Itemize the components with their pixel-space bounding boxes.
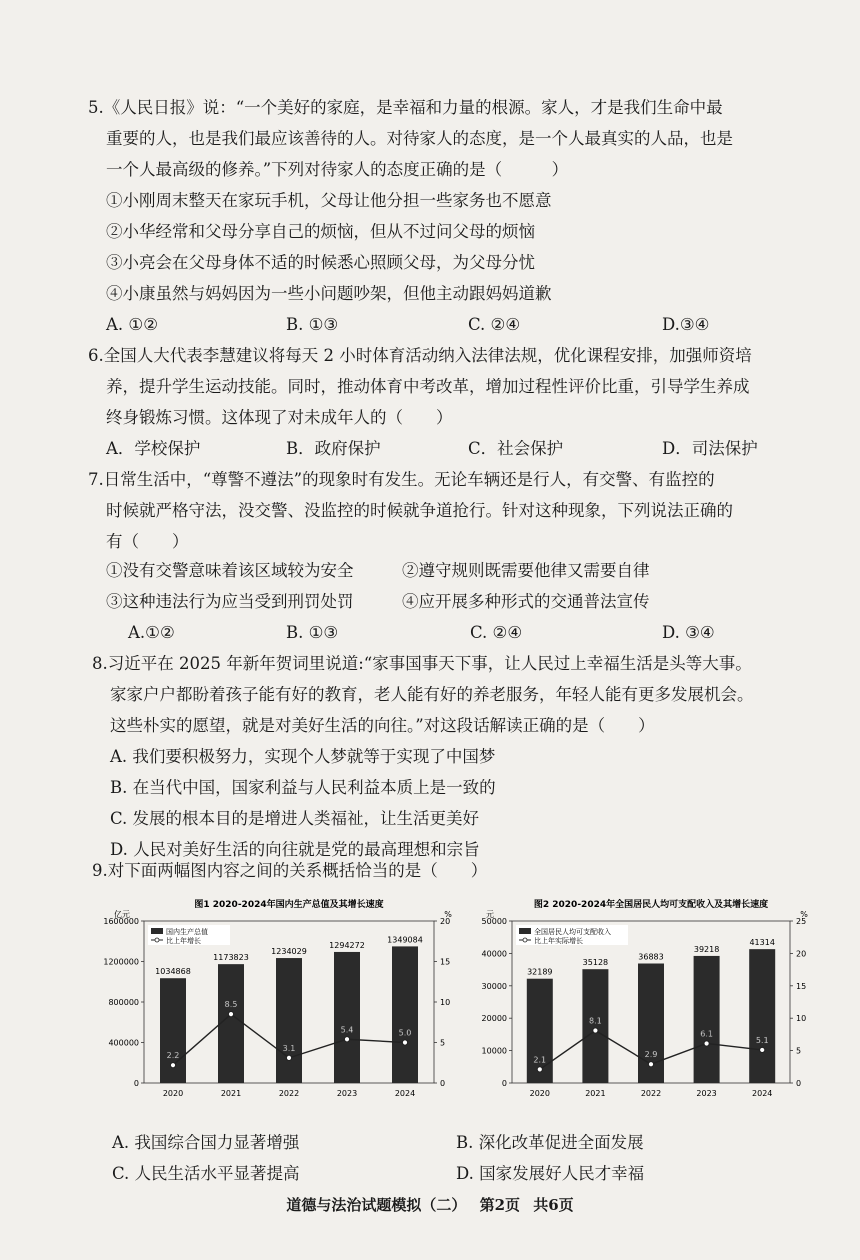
growth-value-label: 6.1 [700, 1029, 713, 1039]
bar [582, 969, 608, 1083]
right-tick-label: 15 [440, 957, 451, 967]
chart-gdp [92, 893, 472, 1118]
x-tick-label: 2023 [696, 1089, 717, 1098]
question-5-option-b[interactable]: B. ①③ [286, 315, 339, 334]
question-7-item-4: ④应开展多种形式的交通普法宣传 [402, 592, 650, 611]
legend-line-label: 比上年增长 [166, 937, 201, 945]
right-tick-label: 25 [796, 917, 807, 926]
question-6-line-2: 养，提升学生运动技能。同时，推动体育中考改革，增加过程性评价比重，引导学生养成 [106, 377, 750, 396]
growth-point [593, 1028, 598, 1033]
footer-total-pages: 共6页 [533, 1196, 574, 1214]
bar-value-label: 32189 [527, 967, 553, 977]
growth-value-label: 5.1 [755, 1035, 769, 1045]
bar-value-label: 1234029 [271, 947, 307, 957]
legend-line-label: 比上年实际增长 [534, 937, 583, 945]
x-tick-label: 2023 [336, 1089, 358, 1098]
right-tick-label: 0 [440, 1079, 446, 1088]
bar [749, 949, 775, 1083]
bar [218, 964, 244, 1083]
question-7-option-c[interactable]: C. ②④ [470, 623, 523, 642]
question-7-item-1: ①没有交警意味着该区域较为安全 [106, 561, 354, 580]
footer-title: 道德与法治试题模拟（二） [286, 1196, 467, 1214]
left-tick-label: 30000 [481, 981, 507, 991]
question-8-option-a[interactable]: A. 我们要积极努力，实现个人梦就等于实现了中国梦 [110, 747, 496, 766]
question-5-option-a[interactable]: A. ①② [106, 315, 158, 334]
question-7-option-a[interactable]: A.①② [128, 623, 175, 642]
x-tick-label: 2020 [529, 1089, 550, 1098]
right-axis-unit: % [444, 910, 452, 919]
question-5-line-1: 5.《人民日报》说：“一个美好的家庭，是幸福和力量的根源。家人，才是我们生命中最 [88, 98, 723, 117]
question-8-line-2: 家家户户都盼着孩子能有好的教育，老人能有好的养老服务，年轻人能有更多发展机会。 [110, 685, 754, 704]
right-tick-label: 10 [796, 1014, 807, 1024]
question-8-line-1: 8.习近平在 2025 年新年贺词里说道:“家事国事天下事，让人民过上幸福生活是头等大事。 [92, 654, 752, 673]
bar-value-label: 36883 [638, 952, 664, 962]
x-tick-label: 2024 [752, 1089, 773, 1098]
legend-bar-swatch [151, 928, 163, 934]
footer-page-number: 第2页 [479, 1196, 520, 1214]
growth-point [648, 1062, 653, 1067]
bar [276, 958, 302, 1083]
chart-gdp-svg [92, 893, 472, 1118]
question-5-option-d[interactable]: D.③④ [662, 315, 710, 334]
left-tick-label: 800000 [108, 998, 139, 1007]
question-8-option-c[interactable]: C. 发展的根本目的是增进人类福祉，让生活更美好 [110, 809, 480, 828]
question-8 [92, 648, 832, 865]
right-tick-label: 20 [796, 949, 807, 959]
bar-value-label: 1349084 [387, 935, 423, 945]
legend-bar-label: 国内生产总值 [166, 928, 208, 936]
bar [392, 946, 418, 1083]
left-tick-label: 1600000 [103, 917, 139, 926]
question-5-item-1: ①小刚周末整天在家玩手机，父母让他分担一些家务也不愿意 [106, 191, 552, 210]
chart-title: 图1 2020-2024年国内生产总值及其增长速度 [194, 900, 384, 910]
growth-value-label: 5.0 [398, 1028, 412, 1038]
question-8-option-b[interactable]: B. 在当代中国，国家利益与人民利益本质上是一致的 [110, 778, 496, 797]
question-6-option-c[interactable]: C．社会保护 [468, 439, 564, 458]
growth-point [537, 1067, 542, 1072]
bar-value-label: 41314 [749, 938, 775, 948]
question-5-item-3: ③小亮会在父母身体不适的时候悉心照顾父母，为父母分忧 [106, 253, 535, 272]
growth-point [704, 1041, 709, 1046]
growth-value-label: 2.2 [166, 1051, 180, 1061]
question-7-option-b[interactable]: B. ①③ [286, 623, 339, 642]
left-axis-unit: 亿元 [114, 910, 130, 919]
bar [334, 952, 360, 1083]
question-7-line-2: 时候就严格守法，没交警、没监控的时候就争道抢行。针对这种现象，下列说法正确的 [106, 501, 733, 520]
growth-point [760, 1047, 765, 1052]
left-tick-label: 10000 [481, 1046, 507, 1056]
question-5-line-3: 一个人最高级的修养。”下列对待家人的态度正确的是（ ） [106, 160, 569, 179]
left-tick-label: 0 [501, 1079, 507, 1088]
legend-bar-label: 全国居民人均可支配收入 [534, 928, 611, 936]
growth-value-label: 2.9 [644, 1050, 658, 1060]
growth-point [344, 1037, 349, 1042]
left-axis-unit: 元 [486, 910, 494, 919]
growth-value-label: 8.1 [589, 1016, 602, 1026]
right-tick-label: 10 [440, 998, 451, 1007]
growth-point [402, 1040, 407, 1045]
growth-value-label: 8.5 [224, 1000, 238, 1010]
growth-point [286, 1055, 291, 1060]
page-footer [0, 1194, 860, 1215]
question-8-line-3: 这些朴实的愿望，就是对美好生活的向往。”对这段话解读正确的是（ ） [110, 716, 655, 735]
question-5 [88, 92, 828, 309]
legend-line-marker [155, 938, 159, 942]
x-tick-label: 2022 [278, 1089, 300, 1098]
question-5-line-2: 重要的人，也是我们最应该善待的人。对待家人的态度，是一个人最真实的人品，也是 [106, 129, 733, 148]
question-7-item-2: ②遵守规则既需要他律又需要自律 [402, 561, 650, 580]
x-tick-label: 2024 [394, 1089, 416, 1098]
question-7-line-3: 有（ ） [106, 532, 189, 551]
left-tick-label: 50000 [481, 917, 507, 926]
x-tick-label: 2021 [585, 1089, 606, 1098]
growth-value-label: 3.1 [282, 1043, 296, 1053]
question-7-option-d[interactable]: D. ③④ [662, 623, 715, 642]
growth-value-label: 2.1 [533, 1055, 547, 1065]
question-6-option-a[interactable]: A．学校保护 [106, 439, 201, 458]
question-5-item-2: ②小华经常和父母分享自己的烦恼，但从不过问父母的烦恼 [106, 222, 535, 241]
question-9-option-b[interactable]: B. 深化改革促进全面发展 [456, 1133, 644, 1152]
bar-value-label: 39218 [693, 944, 720, 954]
question-9-option-c[interactable]: C. 人民生活水平显著提高 [112, 1164, 300, 1183]
question-6-line-3: 终身锻炼习惯。这体现了对未成年人的（ ） [106, 408, 453, 427]
right-axis-unit: % [800, 910, 808, 919]
x-tick-label: 2020 [162, 1089, 184, 1098]
right-tick-label: 20 [440, 917, 451, 926]
right-tick-label: 5 [796, 1046, 802, 1056]
question-5-item-4: ④小康虽然与妈妈因为一些小问题吵架，但他主动跟妈妈道歉 [106, 284, 552, 303]
growth-value-label: 5.4 [340, 1025, 354, 1035]
left-tick-label: 20000 [481, 1014, 507, 1024]
right-tick-label: 5 [440, 1038, 446, 1048]
question-9-line-1: 9.对下面两幅图内容之间的关系概括恰当的是（ ） [92, 861, 488, 880]
legend-bar-swatch [519, 928, 531, 934]
legend-line-marker [523, 938, 527, 942]
question-6-line-1: 6.全国人大代表李慧建议将每天 2 小时体育活动纳入法律法规，优化课程安排，加强师资培 [88, 346, 752, 365]
question-6 [88, 340, 828, 433]
question-7-item-3: ③这种违法行为应当受到刑罚处罚 [106, 592, 354, 611]
chart-income-svg [472, 893, 832, 1118]
question-7-line-1: 7.日常生活中，“尊警不遵法”的现象时有发生。无论车辆还是行人，有交警、有监控的 [88, 470, 715, 489]
chart-title: 图2 2020-2024年全国居民人均可支配收入及其增长速度 [533, 900, 769, 910]
bar [694, 956, 720, 1083]
x-tick-label: 2021 [220, 1089, 242, 1098]
x-tick-label: 2022 [640, 1089, 662, 1098]
left-tick-label: 0 [133, 1079, 139, 1088]
chart-income [472, 893, 832, 1118]
question-6-option-d[interactable]: D．司法保护 [662, 439, 758, 458]
left-tick-label: 400000 [108, 1038, 139, 1048]
bar-value-label: 1034868 [155, 967, 191, 977]
bar-value-label: 1173823 [213, 953, 249, 963]
growth-point [170, 1063, 175, 1068]
bar-value-label: 35128 [582, 958, 609, 968]
right-tick-label: 0 [796, 1079, 802, 1088]
question-5-option-c[interactable]: C. ②④ [468, 315, 521, 334]
bar-value-label: 1294272 [329, 940, 365, 950]
question-9-option-a[interactable]: A. 我国综合国力显著增强 [112, 1133, 300, 1152]
growth-point [228, 1012, 233, 1017]
left-tick-label: 1200000 [103, 957, 139, 967]
question-9-option-d[interactable]: D. 国家发展好人民才幸福 [456, 1164, 645, 1183]
left-tick-label: 40000 [481, 949, 507, 959]
question-7 [88, 464, 828, 557]
question-6-option-b[interactable]: B．政府保护 [286, 439, 381, 458]
question-8-option-d[interactable]: D. 人民对美好生活的向往就是党的最高理想和宗旨 [110, 840, 480, 859]
right-tick-label: 15 [796, 981, 807, 991]
question-9 [92, 855, 832, 886]
